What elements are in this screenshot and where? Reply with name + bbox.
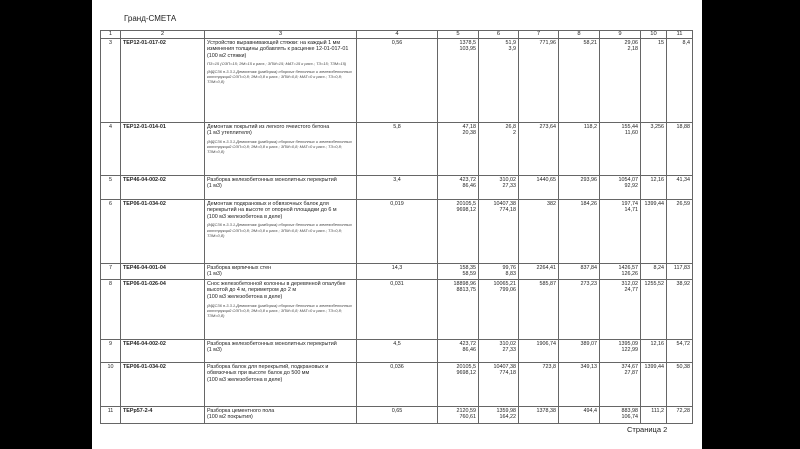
quantity: 0,031 <box>390 280 404 287</box>
work-name: Разборка балок для перекрытий, подкрановых и обвязочных при высоте балок до 500 мм <box>207 363 329 377</box>
price-value: 47,18 <box>462 123 476 130</box>
labor-value: 54,72 <box>676 340 690 347</box>
price-cell <box>479 279 519 339</box>
price-cell <box>438 38 479 122</box>
price-cell <box>438 122 479 175</box>
labor-cell <box>641 263 667 279</box>
rate-code: ТЕР06-01-026-04 <box>123 280 166 287</box>
quantity-cell <box>357 362 438 406</box>
total-value: 11,60 <box>624 130 638 137</box>
column-number-cell: 1 <box>101 31 121 39</box>
labor-cell <box>641 406 667 423</box>
column-number-cell: 4 <box>357 31 438 39</box>
price-value: 9698,12 <box>456 370 476 377</box>
quantity-cell <box>357 279 438 339</box>
column-number-cell: 7 <box>519 31 559 39</box>
row-number-cell <box>101 279 121 339</box>
total-cell <box>519 339 559 362</box>
price-value: 774,18 <box>499 207 516 214</box>
total-cell <box>559 38 600 122</box>
total-value: 273,23 <box>580 280 597 287</box>
column-number-cell: 6 <box>479 31 519 39</box>
work-unit: (1 м3) <box>207 347 222 354</box>
work-name: Разборка кирпичных стен <box>207 264 272 271</box>
work-unit: (100 м3 железобетона в деле) <box>207 213 283 220</box>
code-cell <box>121 122 205 175</box>
total-cell <box>600 122 641 175</box>
quantity-cell <box>357 175 438 199</box>
name-cell <box>205 406 357 423</box>
total-value: 1054,07 <box>618 176 638 183</box>
work-unit: (100 м3 железобетона в деле) <box>207 293 283 300</box>
code-cell <box>121 175 205 199</box>
price-value: 310,02 <box>499 176 516 183</box>
coefficient-note: (МДС36 п.3.3.1.Демонтаж (разборка) сборных бетонных и железобетонных конструкций ОЗП=0,8; ЭМ=0,8 к расх.; ЗПМ=0,8; МАТ=0 к расх.; ТЗ=0,8; ТЗМ=0,8) <box>207 222 352 238</box>
price-value: 99,76 <box>502 264 516 271</box>
total-value: 389,07 <box>580 340 597 347</box>
name-cell <box>205 38 357 122</box>
quantity-cell <box>357 199 438 263</box>
total-value: 723,8 <box>542 363 556 370</box>
labor-value: 1399,44 <box>644 363 664 370</box>
name-cell <box>205 263 357 279</box>
price-value: 58,59 <box>462 271 476 278</box>
coefficient-note: ПЗ=15 (ОЗП=15; ЭМ=15 к расх.; ЗПМ=15; МАТ=15 к расх.; ТЗ=15; ТЗМ=15) <box>207 61 347 67</box>
rate-code: ТЕР12-01-017-02 <box>123 39 166 46</box>
name-cell <box>205 175 357 199</box>
quantity: 0,019 <box>390 200 404 207</box>
labor-value: 1255,52 <box>644 280 664 287</box>
price-value: 51,9 <box>505 39 516 46</box>
price-cell <box>479 38 519 122</box>
total-value: 883,98 <box>621 407 638 414</box>
price-value: 10065,21 <box>493 280 516 287</box>
row-number: 6 <box>109 200 112 207</box>
column-number-cell: 3 <box>205 31 357 39</box>
price-value: 2120,59 <box>456 407 476 414</box>
quantity-cell <box>357 263 438 279</box>
quantity-cell <box>357 122 438 175</box>
name-cell <box>205 122 357 175</box>
code-cell <box>121 199 205 263</box>
labor-cell <box>667 175 693 199</box>
price-value: 20105,5 <box>456 363 476 370</box>
price-value: 774,18 <box>499 370 516 377</box>
price-value: 2 <box>513 130 516 137</box>
price-value: 1378,5 <box>459 39 476 46</box>
labor-value: 50,38 <box>676 363 690 370</box>
labor-value: 12,16 <box>650 340 664 347</box>
total-value: 1906,74 <box>536 340 556 347</box>
price-value: 27,33 <box>502 347 516 354</box>
price-value: 3,9 <box>508 46 516 53</box>
total-value: 2,18 <box>627 46 638 53</box>
rate-code: ТЕР46-04-001-04 <box>123 264 166 271</box>
name-cell <box>205 279 357 339</box>
row-number: 11 <box>107 407 114 414</box>
row-number: 9 <box>109 340 112 347</box>
total-cell <box>519 175 559 199</box>
quantity: 14,3 <box>391 264 403 271</box>
price-value: 8,83 <box>505 271 516 278</box>
table-row <box>101 38 693 122</box>
total-cell <box>519 279 559 339</box>
price-cell <box>479 175 519 199</box>
rate-code: ТЕР46-04-002-02 <box>123 176 166 183</box>
labor-cell <box>641 175 667 199</box>
total-value: 92,92 <box>624 183 638 190</box>
table-row <box>101 199 693 263</box>
price-cell <box>438 362 479 406</box>
total-cell <box>519 263 559 279</box>
price-value: 760,61 <box>459 414 476 421</box>
rate-code: ТЕРр57-2-4 <box>123 407 153 414</box>
row-number: 7 <box>109 264 112 271</box>
labor-value: 72,28 <box>676 407 690 414</box>
total-cell <box>559 279 600 339</box>
code-cell <box>121 263 205 279</box>
total-value: 1440,65 <box>536 176 556 183</box>
total-value: 494,4 <box>583 407 597 414</box>
total-value: 27,87 <box>624 370 638 377</box>
rate-code: ТЕР06-01-034-02 <box>123 200 166 207</box>
work-unit: (1 м3 утеплителя) <box>207 130 252 137</box>
column-number-cell: 10 <box>641 31 667 39</box>
price-value: 158,35 <box>459 264 476 271</box>
quantity-cell <box>357 38 438 122</box>
labor-value: 41,34 <box>676 176 690 183</box>
labor-cell <box>641 362 667 406</box>
work-name: Разборка железобетонных монолитных перекрытий <box>207 176 337 183</box>
quantity-cell <box>357 406 438 423</box>
labor-value: 38,92 <box>676 280 690 287</box>
total-value: 197,74 <box>621 200 638 207</box>
work-name: Демонтаж покрытий из легкого ячеистого бетона <box>207 123 330 130</box>
column-number-cell: 2 <box>121 31 205 39</box>
work-unit: (100 м2 покрытия) <box>207 414 253 421</box>
row-number: 5 <box>109 176 112 183</box>
labor-cell <box>667 339 693 362</box>
price-cell <box>479 263 519 279</box>
price-value: 86,46 <box>462 183 476 190</box>
work-name: Снос железобетонной колонны в деревянной опалубке высотой до 4 м, периметром до 2 м <box>207 280 346 294</box>
work-name: Устройство выравнивающей стяжки: на каждый 1 мм изменения толщины добавлять к расценке 12-01-017-01 <box>207 39 349 53</box>
column-number-row <box>101 31 693 39</box>
name-cell <box>205 339 357 362</box>
total-value: 106,74 <box>621 414 638 421</box>
rate-code: ТЕР06-01-034-02 <box>123 363 166 370</box>
labor-cell <box>667 38 693 122</box>
labor-cell <box>641 339 667 362</box>
table-row <box>101 175 693 199</box>
total-cell <box>600 175 641 199</box>
price-cell <box>479 122 519 175</box>
row-number: 4 <box>109 123 112 130</box>
total-cell <box>559 406 600 423</box>
price-cell <box>479 406 519 423</box>
code-cell <box>121 362 205 406</box>
price-value: 86,46 <box>462 347 476 354</box>
row-number-cell <box>101 339 121 362</box>
labor-cell <box>667 406 693 423</box>
total-value: 1426,57 <box>618 264 638 271</box>
labor-value: 8,4 <box>682 39 690 46</box>
price-cell <box>438 175 479 199</box>
price-value: 20,38 <box>462 130 476 137</box>
total-cell <box>600 339 641 362</box>
total-value: 293,96 <box>580 176 597 183</box>
total-value: 312,02 <box>621 280 638 287</box>
total-value: 118,2 <box>583 123 597 130</box>
price-value: 10407,38 <box>493 363 516 370</box>
price-value: 27,33 <box>502 183 516 190</box>
price-value: 799,06 <box>499 287 516 294</box>
total-value: 1378,38 <box>536 407 556 414</box>
price-value: 103,95 <box>459 46 476 53</box>
quantity: 0,036 <box>390 363 404 370</box>
labor-cell <box>667 362 693 406</box>
table-row <box>101 362 693 406</box>
total-cell <box>559 122 600 175</box>
row-number: 8 <box>109 280 112 287</box>
column-number-cell: 11 <box>667 31 693 39</box>
row-number: 3 <box>109 39 112 46</box>
total-cell <box>600 199 641 263</box>
price-cell <box>438 339 479 362</box>
price-cell <box>479 362 519 406</box>
code-cell <box>121 279 205 339</box>
work-unit: (100 м3 железобетона в деле) <box>207 376 283 383</box>
total-value: 14,71 <box>624 207 638 214</box>
column-number-cell: 5 <box>438 31 479 39</box>
quantity-cell <box>357 339 438 362</box>
price-value: 423,72 <box>459 340 476 347</box>
price-cell <box>438 199 479 263</box>
total-cell <box>519 199 559 263</box>
column-number-cell: 8 <box>559 31 600 39</box>
total-cell <box>600 263 641 279</box>
row-number-cell <box>101 38 121 122</box>
labor-cell <box>641 122 667 175</box>
total-value: 1395,09 <box>618 340 638 347</box>
total-cell <box>600 38 641 122</box>
name-cell <box>205 362 357 406</box>
rate-code: ТЕР46-04-002-02 <box>123 340 166 347</box>
labor-cell <box>641 279 667 339</box>
row-number-cell <box>101 175 121 199</box>
table-row <box>101 263 693 279</box>
coefficient-note: (МДС36 п.3.3.1.Демонтаж (разборка) сборных бетонных и железобетонных конструкций ОЗП=0,8; ЭМ=0,8 к расх.; ЗПМ=0,8; МАТ=0 к расх.; ТЗ=0,8; ТЗМ=0,8) <box>207 138 352 155</box>
total-cell <box>519 122 559 175</box>
total-value: 349,13 <box>580 363 597 370</box>
labor-cell <box>641 38 667 122</box>
labor-cell <box>641 199 667 263</box>
table-row <box>101 339 693 362</box>
total-cell <box>519 38 559 122</box>
rate-code: ТЕР12-01-014-01 <box>123 123 166 130</box>
total-value: 184,26 <box>580 200 597 207</box>
quantity: 4,5 <box>393 340 401 347</box>
total-value: 382 <box>547 200 556 207</box>
total-value: 771,96 <box>539 39 556 46</box>
total-cell <box>559 199 600 263</box>
total-cell <box>559 339 600 362</box>
labor-value: 15 <box>658 39 664 46</box>
total-value: 24,77 <box>624 287 638 294</box>
price-value: 8813,75 <box>456 287 476 294</box>
labor-cell <box>667 263 693 279</box>
row-number-cell <box>101 362 121 406</box>
labor-value: 111,2 <box>651 407 664 414</box>
labor-value: 8,24 <box>653 264 664 271</box>
labor-cell <box>667 279 693 339</box>
price-value: 310,02 <box>499 340 516 347</box>
work-unit: (1 м3) <box>207 271 222 278</box>
price-value: 20105,5 <box>456 200 476 207</box>
name-cell <box>205 199 357 263</box>
quantity: 3,4 <box>393 176 401 183</box>
labor-cell <box>667 122 693 175</box>
table-row <box>101 279 693 339</box>
code-cell <box>121 38 205 122</box>
total-cell <box>600 406 641 423</box>
code-cell <box>121 339 205 362</box>
price-value: 1359,98 <box>496 407 516 414</box>
quantity: 0,65 <box>391 407 403 414</box>
total-cell <box>519 362 559 406</box>
price-cell <box>479 339 519 362</box>
row-number-cell <box>101 406 121 423</box>
labor-cell <box>667 199 693 263</box>
labor-value: 18,88 <box>676 123 690 130</box>
labor-value: 1399,44 <box>644 200 664 207</box>
price-cell <box>479 199 519 263</box>
total-value: 155,44 <box>621 123 638 130</box>
row-number-cell <box>101 263 121 279</box>
total-cell <box>559 362 600 406</box>
price-cell <box>438 406 479 423</box>
work-name: Демонтаж подкрановых и обвязочных балок для перекрытий на высоте от опорной площадки до 6 м <box>207 200 337 214</box>
work-name: Разборка цементного пола <box>207 407 275 414</box>
estimate-table <box>100 30 693 424</box>
total-value: 2264,41 <box>536 264 556 271</box>
labor-value: 3,256 <box>650 123 664 130</box>
total-value: 374,67 <box>621 363 638 370</box>
price-value: 26,8 <box>505 123 516 130</box>
row-number: 10 <box>107 363 114 370</box>
total-value: 58,21 <box>583 39 597 46</box>
document-page <box>92 0 702 449</box>
row-number-cell <box>101 199 121 263</box>
price-value: 18898,96 <box>453 280 476 287</box>
column-number-cell: 9 <box>600 31 641 39</box>
total-value: 837,84 <box>580 264 597 271</box>
total-cell <box>600 279 641 339</box>
coefficient-note: (МДС36 п.3.3.1.Демонтаж (разборка) сборных бетонных и железобетонных конструкций ОЗП=0,8; ЭМ=0,8 к расх.; ЗПМ=0,8; МАТ=0 к расх.; ТЗ=0,8; ТЗМ=0,8) <box>207 302 352 318</box>
labor-value: 12,16 <box>650 176 664 183</box>
page-number: Страница 2 <box>627 425 668 434</box>
total-cell <box>559 175 600 199</box>
labor-value: 26,59 <box>676 200 690 207</box>
price-value: 10407,38 <box>493 200 516 207</box>
total-value: 122,99 <box>621 347 638 354</box>
coefficient-note: (МДС36 п.3.3.1.Демонтаж (разборка) сборных бетонных и железобетонных конструкций ОЗП=0,8; ЭМ=0,8 к расх.; ЗПМ=0,8; МАТ=0 к расх.; ТЗ=0,8; ТЗМ=0,8) <box>207 68 352 84</box>
total-cell <box>519 406 559 423</box>
code-cell <box>121 406 205 423</box>
price-cell <box>438 279 479 339</box>
row-number-cell <box>101 122 121 175</box>
table-row <box>101 406 693 423</box>
quantity: 5,8 <box>393 123 401 130</box>
price-value: 9698,12 <box>456 207 476 214</box>
total-value: 126,26 <box>621 271 638 278</box>
total-cell <box>600 362 641 406</box>
table-row <box>101 122 693 175</box>
total-cell <box>559 263 600 279</box>
price-cell <box>438 263 479 279</box>
work-unit: (100 м2 стяжки) <box>207 52 247 59</box>
quantity: 0,56 <box>391 39 403 46</box>
price-value: 423,72 <box>459 176 476 183</box>
total-value: 273,64 <box>539 123 556 130</box>
price-value: 164,22 <box>499 414 516 421</box>
total-value: 585,87 <box>539 280 556 287</box>
labor-value: 117,83 <box>673 264 690 271</box>
work-name: Разборка железобетонных монолитных перекрытий <box>207 340 337 347</box>
work-unit: (1 м3) <box>207 183 222 190</box>
document-header: Гранд-СМЕТА <box>124 14 177 23</box>
total-value: 29,06 <box>624 39 638 46</box>
